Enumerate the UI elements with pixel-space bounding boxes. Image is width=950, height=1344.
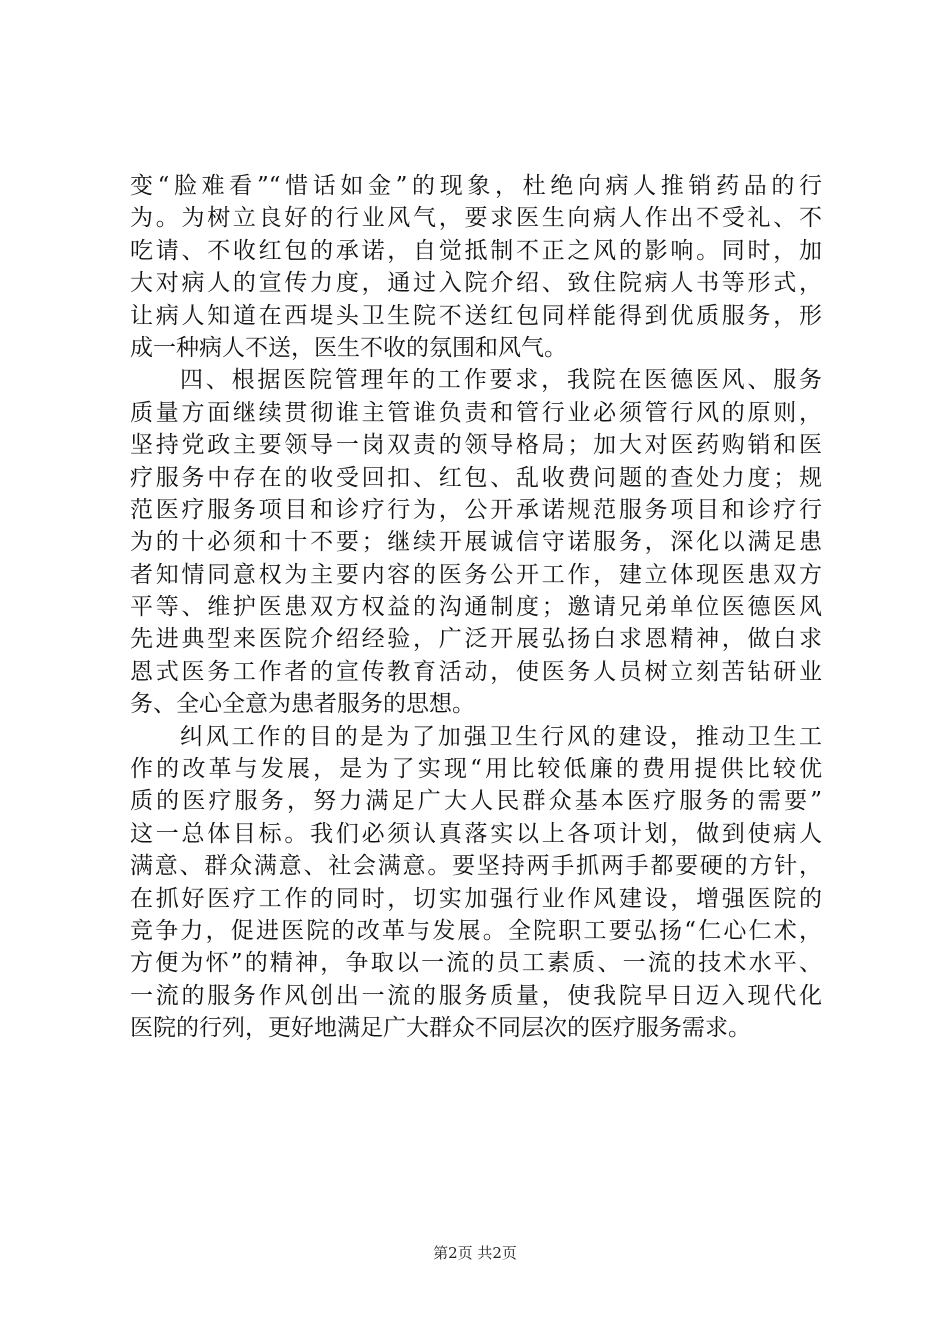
text-line: 为。为树立良好的行业风气，要求医生向病人作出不受礼、不 xyxy=(130,205,822,232)
text-line: 质量方面继续贯彻谁主管谁负责和管行业必须管行风的原则， xyxy=(130,399,822,426)
text-line: 质的医疗服务，努力满足广大人民群众基本医疗服务的需要” xyxy=(130,788,822,815)
text-line: 满意、群众满意、社会满意。要坚持两手抓两手都要硬的方针， xyxy=(130,853,822,880)
text-line: 在抓好医疗工作的同时，切实加强行业作风建设，增强医院的 xyxy=(130,885,822,912)
document-body xyxy=(130,170,822,1045)
text-line: 一流的服务作风创出一流的服务质量，使我院早日迈入现代化 xyxy=(130,982,822,1009)
text-line: 方便为怀”的精神，争取以一流的员工素质、一流的技术水平、 xyxy=(130,950,822,977)
text-line: 范医疗服务项目和诊疗行为，公开承诺规范服务项目和诊疗行 xyxy=(130,496,822,523)
text-line: 疗服务中存在的收受回扣、红包、乱收费问题的查处力度；规 xyxy=(130,464,822,491)
text-line: 吃请、不收红包的承诺，自觉抵制不正之风的影响。同时，加 xyxy=(130,237,822,264)
text-line: 让病人知道在西堤头卫生院不送红包同样能得到优质服务，形 xyxy=(130,302,822,329)
text-line: 作的改革与发展，是为了实现“用比较低廉的费用提供比较优 xyxy=(130,756,822,783)
text-line: 大对病人的宣传力度，通过入院介绍、致住院病人书等形式， xyxy=(130,270,822,297)
paragraph-start-line: 四、根据医院管理年的工作要求，我院在医德医风、服务 xyxy=(180,367,822,394)
text-line: 先进典型来医院介绍经验，广泛开展弘扬白求恩精神，做白求 xyxy=(130,626,822,653)
text-line: 恩式医务工作者的宣传教育活动，使医务人员树立刻苦钻研业 xyxy=(130,658,822,685)
paragraph-start-line: 纠风工作的目的是为了加强卫生行风的建设，推动卫生工 xyxy=(180,723,822,750)
text-line: 务、全心全意为患者服务的思想。 xyxy=(130,691,475,718)
text-line: 坚持党政主要领导一岗双责的领导格局；加大对医药购销和医 xyxy=(130,432,822,459)
page-footer: 第2页 共2页 xyxy=(433,1244,517,1262)
text-line: 者知情同意权为主要内容的医务公开工作，建立体现医患双方 xyxy=(130,561,822,588)
text-line: 竞争力，促进医院的改革与发展。全院职工要弘扬“仁心仁术， xyxy=(130,917,822,944)
text-line: 变“脸难看”“惜话如金”的现象，杜绝向病人推销药品的行 xyxy=(130,173,822,199)
text-line: 医院的行列，更好地满足广大群众不同层次的医疗服务需求。 xyxy=(130,1015,751,1042)
text-line: 成一种病人不送，医生不收的氛围和风气。 xyxy=(130,334,567,361)
text-line: 这一总体目标。我们必须认真落实以上各项计划，做到使病人 xyxy=(130,820,822,847)
text-line: 平等、维护医患双方权益的沟通制度；邀请兄弟单位医德医风 xyxy=(130,594,822,621)
text-line: 为的十必须和十不要；继续开展诚信守诺服务，深化以满足患 xyxy=(130,529,822,556)
